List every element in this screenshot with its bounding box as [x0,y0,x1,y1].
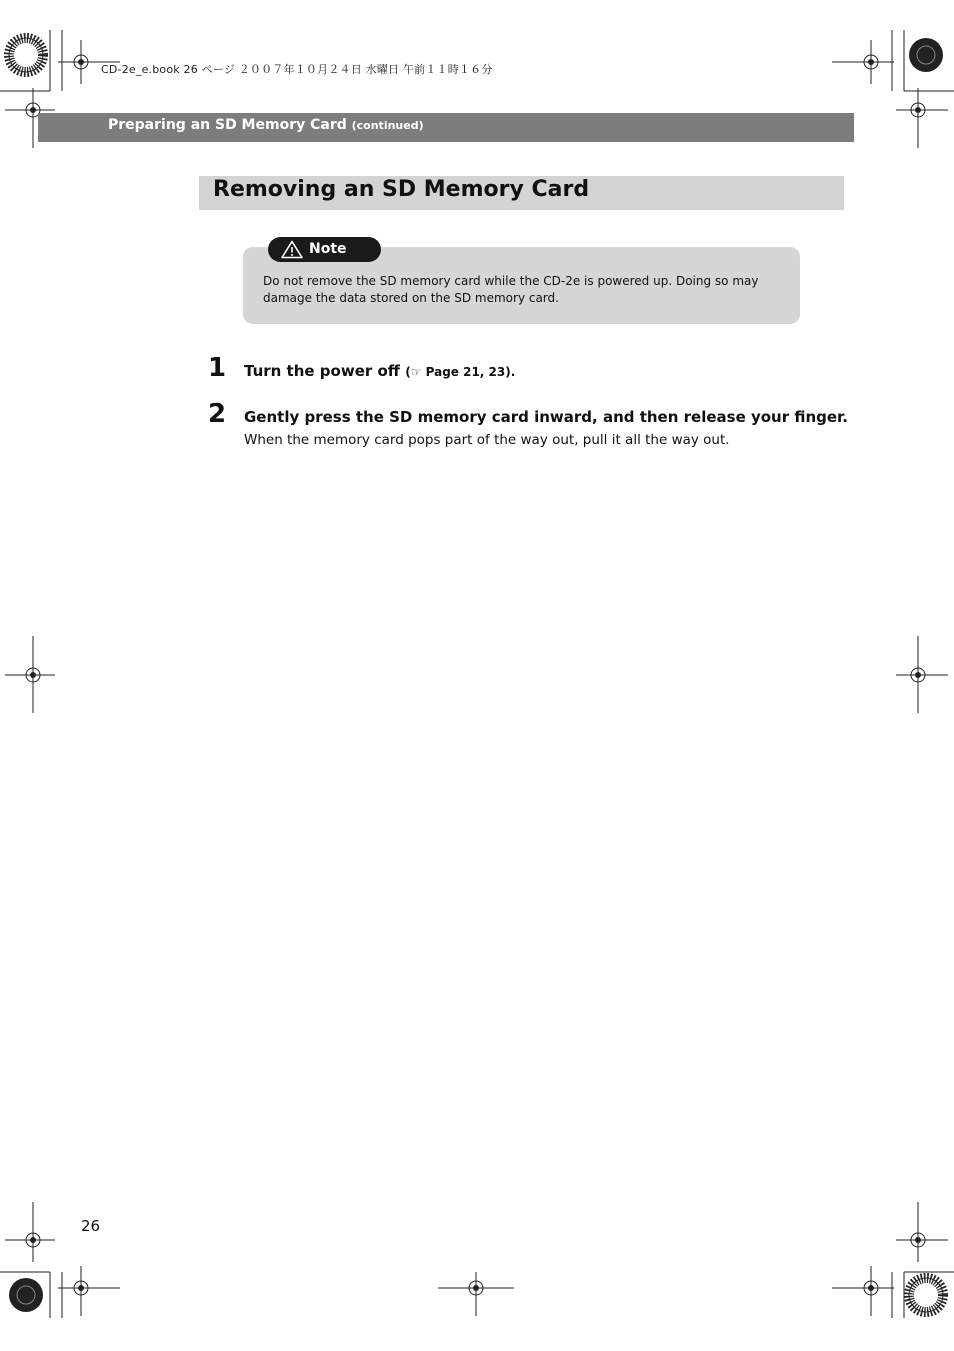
warning-triangle-icon [281,240,303,259]
step-1-ref-close: ). [505,365,516,379]
step-1-ref-open: ( [405,365,411,379]
running-header-continued: (continued) [351,119,424,132]
print-info-line: CD-2e_e.book 26 ページ ２００７年１０月２４日 水曜日 午前１１時１６分 [101,63,493,76]
step-1-page-reference [405,365,515,379]
step-2-description: When the memory card pops part of the way out, pull it all the way out. [244,432,730,448]
step-1-title-text: Turn the power off [244,362,400,380]
running-header [108,117,424,133]
note-label: Note [309,241,347,257]
page-number: 26 [81,1217,101,1235]
step-1-title [244,362,515,380]
section-title: Removing an SD Memory Card [213,177,590,202]
pointing-hand-icon: ☞ [410,365,422,379]
step-2-number: 2 [208,399,227,429]
running-header-title: Preparing an SD Memory Card [108,117,347,133]
step-1-ref-pages: Page 21, 23 [421,365,506,379]
note-text: Do not remove the SD memory card while the CD-2e is powered up. Doing so may damage the data stored on the SD memory card. [263,274,759,305]
step-2-title: Gently press the SD memory card inward, and then release your finger. [244,408,849,426]
step-1-number: 1 [208,353,227,383]
